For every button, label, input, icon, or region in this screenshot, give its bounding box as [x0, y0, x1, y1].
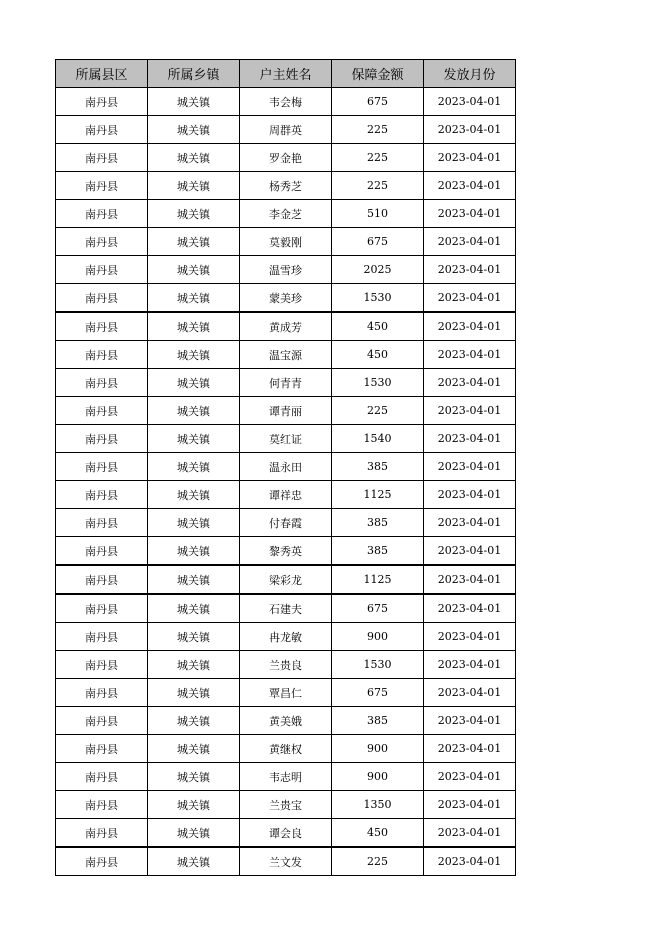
- cell-township: 城关镇: [148, 735, 240, 763]
- cell-township: 城关镇: [148, 481, 240, 509]
- cell-county: 南丹县: [56, 623, 148, 651]
- header-issue-month: 发放月份: [424, 60, 516, 88]
- table-row: [56, 172, 516, 200]
- cell-householder-name: 韦志明: [240, 763, 332, 791]
- table-row: [56, 200, 516, 228]
- cell-issue-month: 2023-04-01: [424, 256, 516, 284]
- cell-issue-month: 2023-04-01: [424, 651, 516, 679]
- table-row: [56, 679, 516, 707]
- cell-county: 南丹县: [56, 565, 148, 594]
- cell-township: 城关镇: [148, 284, 240, 313]
- table-row: [56, 481, 516, 509]
- table-row: [56, 735, 516, 763]
- cell-subsidy-amount: 1540: [332, 425, 424, 453]
- cell-issue-month: 2023-04-01: [424, 819, 516, 848]
- cell-issue-month: 2023-04-01: [424, 369, 516, 397]
- table-row: [56, 453, 516, 481]
- cell-county: 南丹县: [56, 116, 148, 144]
- cell-subsidy-amount: 385: [332, 453, 424, 481]
- table-row: [56, 651, 516, 679]
- cell-township: 城关镇: [148, 453, 240, 481]
- table-row: [56, 312, 516, 341]
- cell-township: 城关镇: [148, 565, 240, 594]
- cell-subsidy-amount: 675: [332, 88, 424, 116]
- cell-issue-month: 2023-04-01: [424, 284, 516, 313]
- header-householder-name: 户主姓名: [240, 60, 332, 88]
- cell-householder-name: 黄成芳: [240, 312, 332, 341]
- cell-issue-month: 2023-04-01: [424, 847, 516, 876]
- cell-issue-month: 2023-04-01: [424, 735, 516, 763]
- cell-subsidy-amount: 675: [332, 228, 424, 256]
- cell-householder-name: 兰文发: [240, 847, 332, 876]
- cell-county: 南丹县: [56, 791, 148, 819]
- cell-township: 城关镇: [148, 200, 240, 228]
- cell-householder-name: 蒙美珍: [240, 284, 332, 313]
- cell-subsidy-amount: 1125: [332, 565, 424, 594]
- cell-householder-name: 兰贵宝: [240, 791, 332, 819]
- cell-township: 城关镇: [148, 594, 240, 623]
- cell-householder-name: 莫毅刚: [240, 228, 332, 256]
- table-row: [56, 565, 516, 594]
- cell-county: 南丹县: [56, 172, 148, 200]
- cell-householder-name: 黄继权: [240, 735, 332, 763]
- cell-householder-name: 覃昌仁: [240, 679, 332, 707]
- table-row: [56, 847, 516, 876]
- cell-county: 南丹县: [56, 763, 148, 791]
- cell-issue-month: 2023-04-01: [424, 144, 516, 172]
- table-row: [56, 537, 516, 566]
- cell-subsidy-amount: 1125: [332, 481, 424, 509]
- cell-township: 城关镇: [148, 707, 240, 735]
- table-row: [56, 228, 516, 256]
- cell-county: 南丹县: [56, 284, 148, 313]
- cell-householder-name: 谭会良: [240, 819, 332, 848]
- table-row: [56, 791, 516, 819]
- cell-subsidy-amount: 675: [332, 679, 424, 707]
- header-row: [56, 60, 516, 88]
- cell-county: 南丹县: [56, 481, 148, 509]
- cell-subsidy-amount: 385: [332, 707, 424, 735]
- cell-township: 城关镇: [148, 228, 240, 256]
- cell-subsidy-amount: 225: [332, 847, 424, 876]
- table-row: [56, 707, 516, 735]
- cell-township: 城关镇: [148, 312, 240, 341]
- cell-county: 南丹县: [56, 425, 148, 453]
- cell-county: 南丹县: [56, 88, 148, 116]
- cell-householder-name: 周群英: [240, 116, 332, 144]
- table-row: [56, 369, 516, 397]
- cell-householder-name: 韦会梅: [240, 88, 332, 116]
- cell-subsidy-amount: 2025: [332, 256, 424, 284]
- cell-subsidy-amount: 225: [332, 172, 424, 200]
- cell-issue-month: 2023-04-01: [424, 707, 516, 735]
- cell-householder-name: 付春霞: [240, 509, 332, 537]
- cell-township: 城关镇: [148, 397, 240, 425]
- table-row: [56, 623, 516, 651]
- cell-issue-month: 2023-04-01: [424, 453, 516, 481]
- cell-issue-month: 2023-04-01: [424, 565, 516, 594]
- cell-township: 城关镇: [148, 623, 240, 651]
- cell-township: 城关镇: [148, 256, 240, 284]
- cell-householder-name: 何青青: [240, 369, 332, 397]
- table-row: [56, 594, 516, 623]
- cell-county: 南丹县: [56, 509, 148, 537]
- cell-subsidy-amount: 450: [332, 312, 424, 341]
- cell-householder-name: 冉龙敏: [240, 623, 332, 651]
- cell-township: 城关镇: [148, 763, 240, 791]
- cell-county: 南丹县: [56, 256, 148, 284]
- cell-householder-name: 谭祥忠: [240, 481, 332, 509]
- cell-subsidy-amount: 900: [332, 623, 424, 651]
- header-subsidy-amount: 保障金额: [332, 60, 424, 88]
- cell-township: 城关镇: [148, 819, 240, 848]
- cell-subsidy-amount: 1530: [332, 284, 424, 313]
- table-row: [56, 88, 516, 116]
- cell-township: 城关镇: [148, 88, 240, 116]
- cell-county: 南丹县: [56, 735, 148, 763]
- cell-subsidy-amount: 385: [332, 509, 424, 537]
- table-body: [56, 88, 516, 876]
- cell-county: 南丹县: [56, 453, 148, 481]
- cell-subsidy-amount: 450: [332, 819, 424, 848]
- cell-county: 南丹县: [56, 228, 148, 256]
- table-row: [56, 144, 516, 172]
- cell-householder-name: 温雪珍: [240, 256, 332, 284]
- cell-township: 城关镇: [148, 172, 240, 200]
- table-row: [56, 763, 516, 791]
- cell-issue-month: 2023-04-01: [424, 481, 516, 509]
- cell-householder-name: 杨秀芝: [240, 172, 332, 200]
- table-header: [56, 60, 516, 88]
- cell-householder-name: 罗金艳: [240, 144, 332, 172]
- cell-county: 南丹县: [56, 200, 148, 228]
- cell-subsidy-amount: 675: [332, 594, 424, 623]
- table-row: [56, 341, 516, 369]
- cell-county: 南丹县: [56, 397, 148, 425]
- cell-householder-name: 黎秀英: [240, 537, 332, 566]
- table-row: [56, 509, 516, 537]
- cell-issue-month: 2023-04-01: [424, 312, 516, 341]
- cell-township: 城关镇: [148, 425, 240, 453]
- cell-subsidy-amount: 1350: [332, 791, 424, 819]
- cell-issue-month: 2023-04-01: [424, 763, 516, 791]
- cell-householder-name: 黄美娥: [240, 707, 332, 735]
- header-township: 所属乡镇: [148, 60, 240, 88]
- cell-issue-month: 2023-04-01: [424, 623, 516, 651]
- cell-householder-name: 石建夫: [240, 594, 332, 623]
- cell-county: 南丹县: [56, 144, 148, 172]
- cell-issue-month: 2023-04-01: [424, 425, 516, 453]
- cell-subsidy-amount: 1530: [332, 369, 424, 397]
- cell-householder-name: 李金芝: [240, 200, 332, 228]
- cell-householder-name: 莫红证: [240, 425, 332, 453]
- cell-issue-month: 2023-04-01: [424, 200, 516, 228]
- cell-subsidy-amount: 225: [332, 397, 424, 425]
- table-row: [56, 116, 516, 144]
- cell-subsidy-amount: 450: [332, 341, 424, 369]
- cell-householder-name: 温宝源: [240, 341, 332, 369]
- cell-subsidy-amount: 510: [332, 200, 424, 228]
- cell-issue-month: 2023-04-01: [424, 172, 516, 200]
- cell-county: 南丹县: [56, 819, 148, 848]
- cell-householder-name: 温永田: [240, 453, 332, 481]
- cell-subsidy-amount: 225: [332, 116, 424, 144]
- cell-township: 城关镇: [148, 651, 240, 679]
- cell-township: 城关镇: [148, 144, 240, 172]
- table-row: [56, 397, 516, 425]
- cell-county: 南丹县: [56, 312, 148, 341]
- cell-issue-month: 2023-04-01: [424, 88, 516, 116]
- cell-township: 城关镇: [148, 369, 240, 397]
- cell-issue-month: 2023-04-01: [424, 537, 516, 566]
- cell-county: 南丹县: [56, 847, 148, 876]
- cell-issue-month: 2023-04-01: [424, 116, 516, 144]
- cell-county: 南丹县: [56, 341, 148, 369]
- data-table: [55, 59, 516, 876]
- cell-county: 南丹县: [56, 651, 148, 679]
- table-row: [56, 819, 516, 848]
- cell-county: 南丹县: [56, 594, 148, 623]
- cell-issue-month: 2023-04-01: [424, 341, 516, 369]
- cell-issue-month: 2023-04-01: [424, 228, 516, 256]
- cell-township: 城关镇: [148, 509, 240, 537]
- cell-subsidy-amount: 225: [332, 144, 424, 172]
- cell-issue-month: 2023-04-01: [424, 791, 516, 819]
- cell-issue-month: 2023-04-01: [424, 679, 516, 707]
- cell-township: 城关镇: [148, 791, 240, 819]
- cell-township: 城关镇: [148, 116, 240, 144]
- cell-subsidy-amount: 900: [332, 763, 424, 791]
- cell-township: 城关镇: [148, 679, 240, 707]
- table-row: [56, 284, 516, 313]
- cell-householder-name: 谭青丽: [240, 397, 332, 425]
- cell-householder-name: 兰贵良: [240, 651, 332, 679]
- cell-county: 南丹县: [56, 679, 148, 707]
- cell-issue-month: 2023-04-01: [424, 397, 516, 425]
- cell-issue-month: 2023-04-01: [424, 509, 516, 537]
- cell-county: 南丹县: [56, 537, 148, 566]
- table-row: [56, 425, 516, 453]
- cell-subsidy-amount: 900: [332, 735, 424, 763]
- cell-subsidy-amount: 1530: [332, 651, 424, 679]
- cell-township: 城关镇: [148, 847, 240, 876]
- cell-township: 城关镇: [148, 341, 240, 369]
- table-row: [56, 256, 516, 284]
- cell-subsidy-amount: 385: [332, 537, 424, 566]
- header-county: 所属县区: [56, 60, 148, 88]
- cell-county: 南丹县: [56, 707, 148, 735]
- cell-issue-month: 2023-04-01: [424, 594, 516, 623]
- cell-county: 南丹县: [56, 369, 148, 397]
- cell-township: 城关镇: [148, 537, 240, 566]
- cell-householder-name: 梁彩龙: [240, 565, 332, 594]
